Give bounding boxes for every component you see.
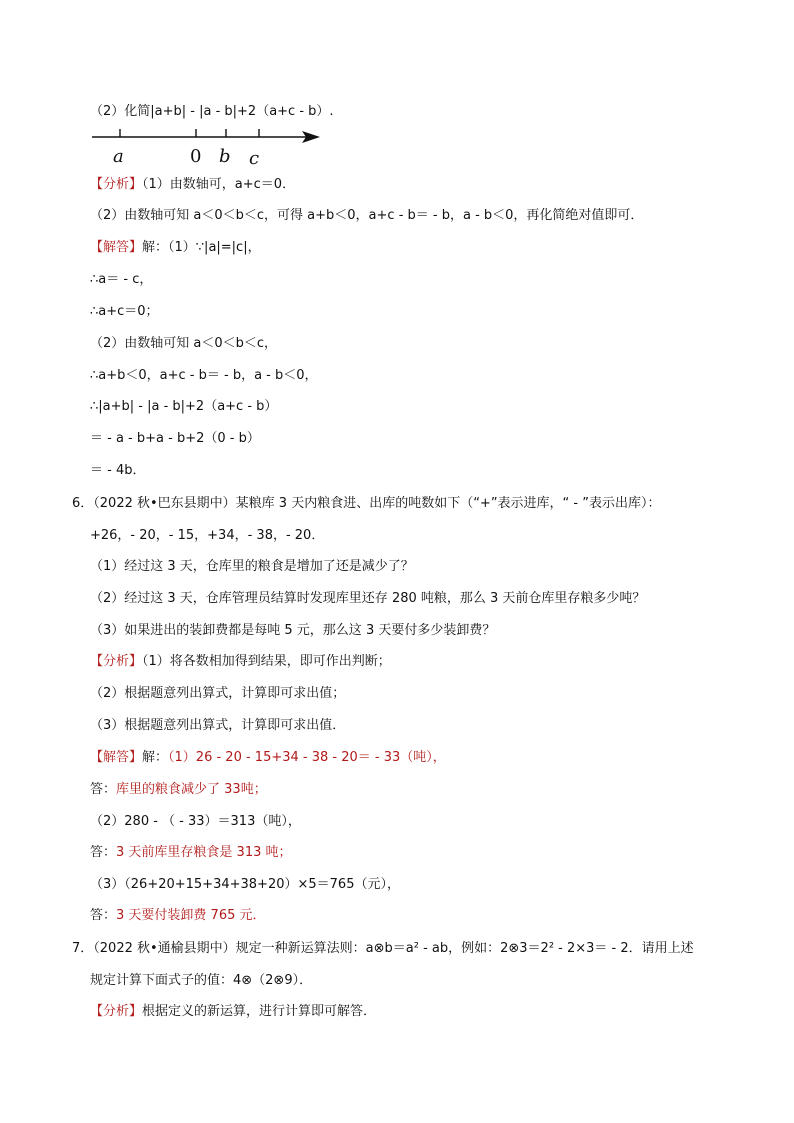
label-c: c — [249, 148, 260, 169]
analysis-tag: 【分析】 — [90, 177, 143, 192]
q5-answer-5: ∴a+b＜0，a+c - b＝ - b，a - b＜0， — [90, 368, 318, 383]
q6-analysis-3: （3）根据题意列出算式，计算即可求出值． — [90, 718, 346, 733]
q5-answer-1: 解：（1）∵|a|=|c|， — [142, 240, 261, 255]
q6-reply-2: 3 天前库里存粮食是 313 吨； — [116, 845, 292, 860]
q6-answer-2: （2）280 - （ - 33）＝313（吨）， — [90, 814, 301, 829]
q7-analysis-1: 根据定义的新运算，进行计算即可解答． — [142, 1004, 377, 1019]
q6-sub2: （2）经过这 3 天，仓库管理员结算时发现库里还存 280 吨粮，那么 3 天前仓库里存粮多少吨？ — [90, 591, 646, 606]
q5-answer-6: ∴|a+b| - |a - b|+2（a+c - b） — [90, 399, 278, 414]
q6-sub3: （3）如果进出的装卸费都是每吨 5 元，那么这 3 天要付多少装卸费？ — [90, 623, 496, 638]
answer-tag: 【解答】 — [90, 240, 143, 255]
label-a: a — [113, 146, 124, 167]
q6-data: +26，- 20，- 15，+34，- 38，- 20． — [90, 528, 325, 543]
label-b: b — [219, 146, 231, 167]
answer-tag: 【解答】 — [90, 750, 143, 765]
label-0: 0 — [190, 146, 202, 167]
q6-answer-1: （1）26 - 20 - 15+34 - 38 - 20＝ - 33（吨）， — [168, 750, 446, 765]
q5-answer-8: ＝ - 4b． — [90, 463, 146, 478]
q6-answer-3: （3）（26+20+15+34+38+20）×5＝765（元）， — [90, 877, 400, 892]
q7-stem-2: 规定计算下面式子的值：4⊗（2⊗9）． — [90, 973, 313, 988]
number-line — [88, 122, 328, 172]
q5-answer-line-1 — [90, 238, 261, 258]
q7-stem-1: 7．（2022 秋•通榆县期中）规定一种新运算法则：a⊗b＝a² - ab，例如：2⊗3＝2² - 2×3＝ - 2．请用上述 — [72, 941, 694, 956]
q6-answer-line-1 — [90, 748, 446, 768]
q6-sub1: （1）经过这 3 天，仓库里的粮食是增加了还是减少了？ — [90, 559, 414, 574]
q6-reply-line-2 — [90, 843, 292, 863]
q6-reply-1: 库里的粮食减少了 33吨； — [116, 782, 267, 797]
part2-prompt: （2）化简|a+b| - |a - b|+2（a+c - b）. — [90, 104, 334, 119]
q6-reply-line-3 — [90, 906, 266, 926]
q5-answer-2: ∴a＝ - c， — [90, 272, 153, 287]
analysis-tag: 【分析】 — [90, 1004, 143, 1019]
reply-prefix: 答： — [90, 782, 117, 797]
q6-analysis-2: （2）根据题意列出算式，计算即可求出值； — [90, 686, 346, 701]
q5-answer-7: ＝ - a - b+a - b+2（0 - b） — [90, 431, 260, 446]
q6-stem: 6．（2022 秋•巴东县期中）某粮库 3 天内粮食进、出库的吨数如下（“+”表示进库，“ - ”表示出库）： — [72, 496, 661, 511]
q5-answer-4: （2）由数轴可知 a＜0＜b＜c， — [90, 336, 278, 351]
q7-analysis-line — [90, 1002, 376, 1022]
q5-answer-3: ∴a+c＝0； — [90, 304, 159, 319]
q6-analysis-line-1 — [90, 652, 391, 672]
q6-reply-line-1 — [90, 780, 267, 800]
q5-analysis-1: （1）由数轴可，a+c＝0． — [142, 177, 296, 192]
q6-reply-3: 3 天要付装卸费 765 元． — [116, 908, 266, 923]
analysis-tag: 【分析】 — [90, 654, 143, 669]
q5-analysis-line-1 — [90, 175, 295, 195]
answer-prefix: 解： — [142, 750, 169, 765]
q6-analysis-1: （1）将各数相加得到结果，即可作出判断； — [142, 654, 391, 669]
reply-prefix: 答： — [90, 908, 117, 923]
reply-prefix: 答： — [90, 845, 117, 860]
q5-analysis-2: （2）由数轴可知 a＜0＜b＜c，可得 a+b＜0，a+c - b＝ - b，a - b＜0，再化简绝对值即可． — [90, 208, 644, 223]
